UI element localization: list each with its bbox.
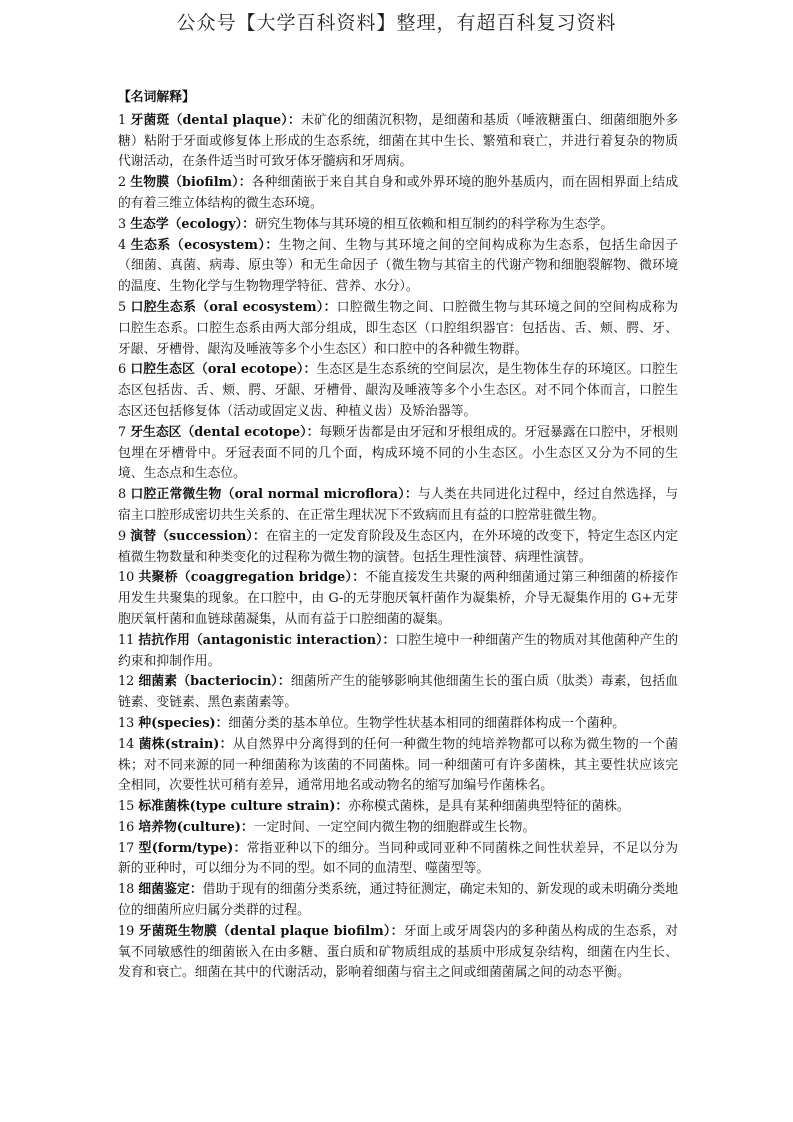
entry-list bbox=[118, 111, 678, 984]
entry-definition: 不能直接发生共聚的两种细菌通过第三种细菌的桥接作用发生共聚集的现象。在口腔中，由 G-的无芽胞厌氧杆菌作为凝集桥，介导无凝集作用的 G+无芽胞厌氧杆菌和血链球菌凝集，从而有益于口腔细菌的凝集。 bbox=[118, 570, 678, 627]
definition-entry bbox=[118, 839, 678, 881]
definition-entry bbox=[118, 880, 678, 922]
entry-term: 口腔正常微生物（oral normal microflora）： bbox=[130, 487, 418, 503]
entry-term: 细菌素（bacteriocin）： bbox=[138, 674, 291, 690]
entry-definition: 常指亚种以下的细分。当同种或同亚种不同菌株之间性状差异，不足以分为新的亚种时，可以细分为不同的型。如不同的血清型、噬菌型等。 bbox=[118, 840, 679, 877]
entry-definition: 口腔微生物之间、口腔微生物与其环境之间的空间构成称为口腔生态系。口腔生态系由两大部分组成，即生态区（口腔组织器官：包括齿、舌、颊、腭、牙、牙龈、牙槽骨、龈沟及唾液等多个小生态区）和口腔中的各种微生物群。 bbox=[118, 299, 679, 357]
definition-entry bbox=[118, 922, 678, 984]
entry-number: 6 bbox=[118, 362, 127, 378]
entry-definition: 细菌所产生的能够影响其他细菌生长的蛋白质（肽类）毒素，包括血链素、变链素、黑色素菌素等。 bbox=[118, 674, 679, 711]
section-title: 【名词解释】 bbox=[118, 90, 195, 105]
entry-number: 19 bbox=[118, 923, 135, 939]
entry-definition: 各种细菌嵌于来自其自身和或外界环境的胞外基质内，而在固相界面上结成的有着三维立体结构的微生态环境。 bbox=[118, 175, 678, 211]
entry-definition: 生物之间、生物与其环境之间的空间构成称为生态系，包括生命因子（细菌、真菌、病毒、原虫等）和无生命因子（微生物与其宿主的代谢产物和细胞裂解物、微环境的温度、生物化学与生物物理学特征、营养、水分）。 bbox=[118, 237, 679, 295]
entry-definition: 生态区是生态系统的空间层次，是生物体生存的环境区。口腔生态区包括齿、舌、颊、腭、牙龈、牙槽骨、龈沟及唾液等多个小生态区。对不同个体而言，口腔生态区还包括修复体（活动或固定义齿、种植义齿）及矫治器等。 bbox=[118, 362, 679, 419]
entry-term: 演替（succession）： bbox=[130, 528, 266, 544]
definition-entry bbox=[118, 568, 678, 630]
entry-definition: 每颗牙齿都是由牙冠和牙根组成的。牙冠暴露在口腔中，牙根则包埋在牙槽骨中。牙冠表面不同的几个面，构成环境不同的小生态区。小生态区又分为不同的生境、生态点和生态位。 bbox=[118, 424, 678, 482]
entry-number: 12 bbox=[118, 674, 135, 690]
entry-number: 5 bbox=[118, 299, 127, 315]
entry-number: 2 bbox=[118, 175, 127, 191]
definition-entry bbox=[118, 485, 678, 527]
entry-definition: 从自然界中分离得到的任何一种微生物的纯培养物都可以称为微生物的一个菌株；对不同来源的同一种细菌称为该菌的不同菌株。同一种细菌可有许多菌株，其主要性状应该完全相同，次要性状可稍有差异，通常用地名或动物名的缩写加编号作菌株名。 bbox=[118, 736, 678, 794]
document-body bbox=[118, 88, 678, 984]
entry-term: 种(species)： bbox=[138, 715, 229, 731]
entry-term: 牙菌斑（dental plaque）： bbox=[130, 112, 301, 128]
entry-term: 口腔生态区（oral ecotope）： bbox=[130, 362, 317, 378]
definition-entry bbox=[118, 714, 678, 735]
entry-definition: 与人类在共同进化过程中，经过自然选择，与宿主口腔形成密切共生关系的、在正常生理状况下不致病而且有益的口腔常驻微生物。 bbox=[118, 487, 678, 523]
entry-term: 细菌鉴定： bbox=[138, 882, 203, 898]
entry-term: 菌株(strain)： bbox=[138, 736, 233, 752]
entry-number: 8 bbox=[118, 487, 127, 503]
entry-definition: 借助于现有的细菌分类系统，通过特征测定，确定未知的、新发现的或未明确分类地位的细菌所应归属分类群的过程。 bbox=[118, 882, 679, 919]
entry-term: 生态系（ecosystem）： bbox=[130, 237, 279, 253]
entry-term: 口腔生态系（oral ecosystem）： bbox=[130, 299, 337, 315]
entry-number: 15 bbox=[118, 799, 135, 815]
definition-entry bbox=[118, 818, 678, 839]
entry-number: 1 bbox=[118, 112, 127, 128]
entry-term: 标准菌株(type culture strain)： bbox=[138, 799, 349, 815]
definition-entry bbox=[118, 111, 678, 173]
definition-entry bbox=[118, 360, 678, 422]
entry-term: 拮抗作用（antagonistic interaction）： bbox=[138, 632, 396, 648]
definition-entry bbox=[118, 423, 678, 485]
entry-number: 18 bbox=[118, 882, 135, 898]
entry-term: 牙菌斑生物膜（dental plaque biofilm）： bbox=[138, 923, 404, 939]
entry-number: 17 bbox=[118, 840, 135, 856]
entry-term: 培养物(culture)： bbox=[138, 819, 254, 835]
entry-number: 11 bbox=[118, 632, 135, 648]
definition-entry bbox=[118, 527, 678, 569]
entry-number: 4 bbox=[118, 237, 127, 253]
entry-definition: 一定时间、一定空间内微生物的细胞群或生长物。 bbox=[253, 819, 536, 835]
entry-number: 14 bbox=[118, 736, 135, 752]
entry-term: 生物膜（biofilm）： bbox=[130, 175, 252, 191]
entry-term: 共聚桥（coaggregation bridge）： bbox=[138, 570, 366, 586]
definition-entry bbox=[118, 631, 678, 673]
definition-entry bbox=[118, 173, 678, 215]
entry-number: 13 bbox=[118, 715, 135, 731]
entry-definition: 牙面上或牙周袋内的多种菌丛构成的生态系，对氧不同敏感性的细菌嵌入在由多糖、蛋白质和矿物质组成的基质中形成复杂结构，细菌在内生长、发育和衰亡。细菌在其中的代谢活动，影响着细菌与宿主之间或细菌菌属之间的动态平衡。 bbox=[118, 923, 678, 981]
definition-entry bbox=[118, 735, 678, 797]
entry-number: 3 bbox=[118, 216, 127, 232]
definition-entry bbox=[118, 672, 678, 714]
entry-definition: 未矿化的细菌沉积物，是细菌和基质（唾液糖蛋白、细菌细胞外多糖）粘附于牙面或修复体上形成的生态系统，细菌在其中生长、繁殖和衰亡，并进行着复杂的物质代谢活动，在条件适当时可致牙体牙髓病和牙周病。 bbox=[118, 112, 678, 170]
entry-definition: 研究生物体与其环境的相互依赖和相互制约的科学称为生态学。 bbox=[254, 216, 614, 232]
definition-entry bbox=[118, 797, 678, 818]
entry-definition: 亦称模式菌株，是具有某种细菌典型特征的菌株。 bbox=[348, 799, 630, 815]
entry-number: 10 bbox=[118, 570, 135, 586]
entry-term: 生态学（ecology）： bbox=[130, 216, 255, 232]
entry-definition: 细菌分类的基本单位。生物学性状基本相同的细菌群体构成一个菌种。 bbox=[228, 715, 626, 731]
entry-term: 牙生态区（dental ecotope）： bbox=[130, 424, 320, 440]
entry-definition: 在宿主的一定发育阶段及生态区内，在外环境的改变下，特定生态区内定植微生物数量和种类变化的过程称为微生物的演替。包括生理性演替、病理性演替。 bbox=[118, 528, 678, 565]
definition-entry bbox=[118, 298, 678, 360]
entry-term: 型(form/type)： bbox=[138, 840, 247, 856]
definition-entry bbox=[118, 236, 678, 298]
entry-number: 16 bbox=[118, 819, 135, 835]
entry-definition: 口腔生境中一种细菌产生的物质对其他菌种产生的约束和抑制作用。 bbox=[118, 632, 678, 669]
entry-number: 7 bbox=[118, 424, 127, 440]
definition-entry bbox=[118, 215, 678, 236]
entry-number: 9 bbox=[118, 528, 127, 544]
page-header: 公众号【大学百科资料】整理，有超百科复习资料 bbox=[176, 12, 617, 34]
